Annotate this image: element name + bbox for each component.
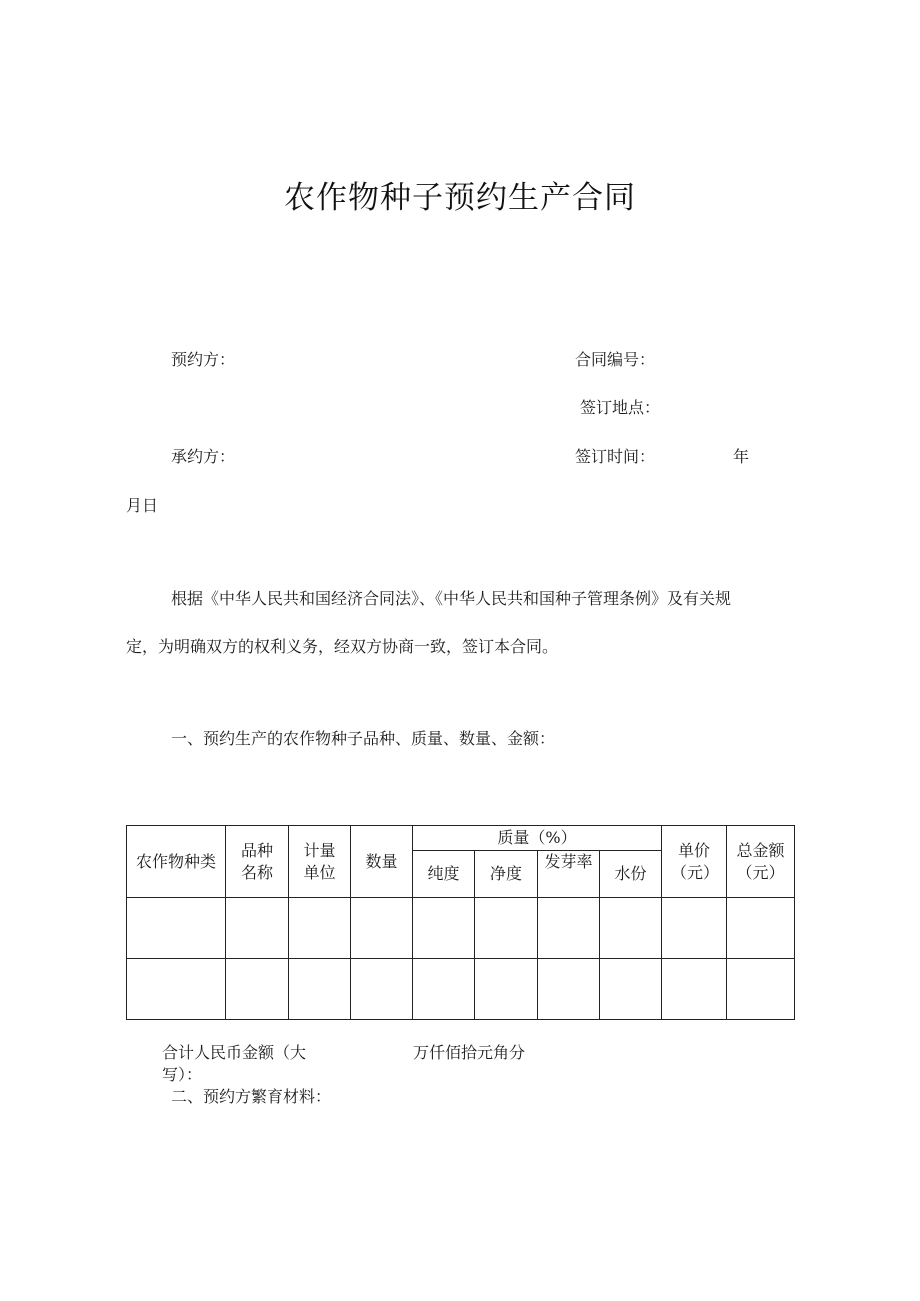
table-cell[interactable] [600,959,662,1020]
header-unit: 计量单位 [289,826,351,898]
contractor-label: 承约方： [171,447,236,466]
table-cell[interactable] [538,959,600,1020]
sign-time-label: 签订时间： [575,447,656,466]
header-variety-name: 品种名称 [226,826,289,898]
preamble-line-1: 根据《中华人民共和国经济合同法》、《中华人民共和国种子管理条例》及有关规 [171,589,732,608]
section-2-heading: 二、预约方繁育材料： [171,1087,332,1106]
table-cell[interactable] [727,959,795,1020]
header-cleanliness: 净度 [475,851,538,898]
header-germination: 发芽率 [538,851,600,898]
total-amount-units: 万仟佰拾元角分 [413,1043,526,1062]
header-total-amount: 总金额（元） [727,826,795,898]
table-cell[interactable] [538,898,600,959]
table-cell[interactable] [289,959,351,1020]
header-unit-price: 单价（元） [662,826,727,898]
table-cell[interactable] [662,898,727,959]
document-title: 农作物种子预约生产合同 [284,180,636,216]
table-cell[interactable] [662,959,727,1020]
client-label: 预约方： [171,350,236,369]
year-label: 年 [733,447,750,466]
month-day-label: 月日 [126,496,159,515]
table-cell[interactable] [351,959,413,1020]
section-1-heading: 一、预约生产的农作物种子品种、质量、数量、金额： [171,729,556,748]
header-moisture: 水份 [600,851,662,898]
table-cell[interactable] [351,898,413,959]
table-cell[interactable] [475,898,538,959]
table-cell[interactable] [727,898,795,959]
sign-place-label: 签订地点： [580,398,661,417]
table-cell[interactable] [413,898,475,959]
table-cell[interactable] [226,898,289,959]
header-quality: 质量（%） [413,826,662,851]
table-cell[interactable] [226,959,289,1020]
table-cell[interactable] [127,959,226,1020]
table-cell[interactable] [475,959,538,1020]
table-cell[interactable] [413,959,475,1020]
preamble-line-2: 定，为明确双方的权利义务，经双方协商一致，签订本合同。 [126,637,559,656]
header-quantity: 数量 [351,826,413,898]
table-cell[interactable] [127,898,226,959]
total-amount-label-line-1: 合计人民币金额（大 [162,1043,307,1062]
contract-no-label: 合同编号： [575,350,656,369]
table-cell[interactable] [600,898,662,959]
table-row [127,959,795,1020]
table-cell[interactable] [289,898,351,959]
header-purity: 纯度 [413,851,475,898]
header-crop-type: 农作物种类 [127,826,226,898]
table-row [127,898,795,959]
total-amount-label-line-2: 写）： [162,1065,203,1084]
seed-spec-table [126,825,795,1020]
